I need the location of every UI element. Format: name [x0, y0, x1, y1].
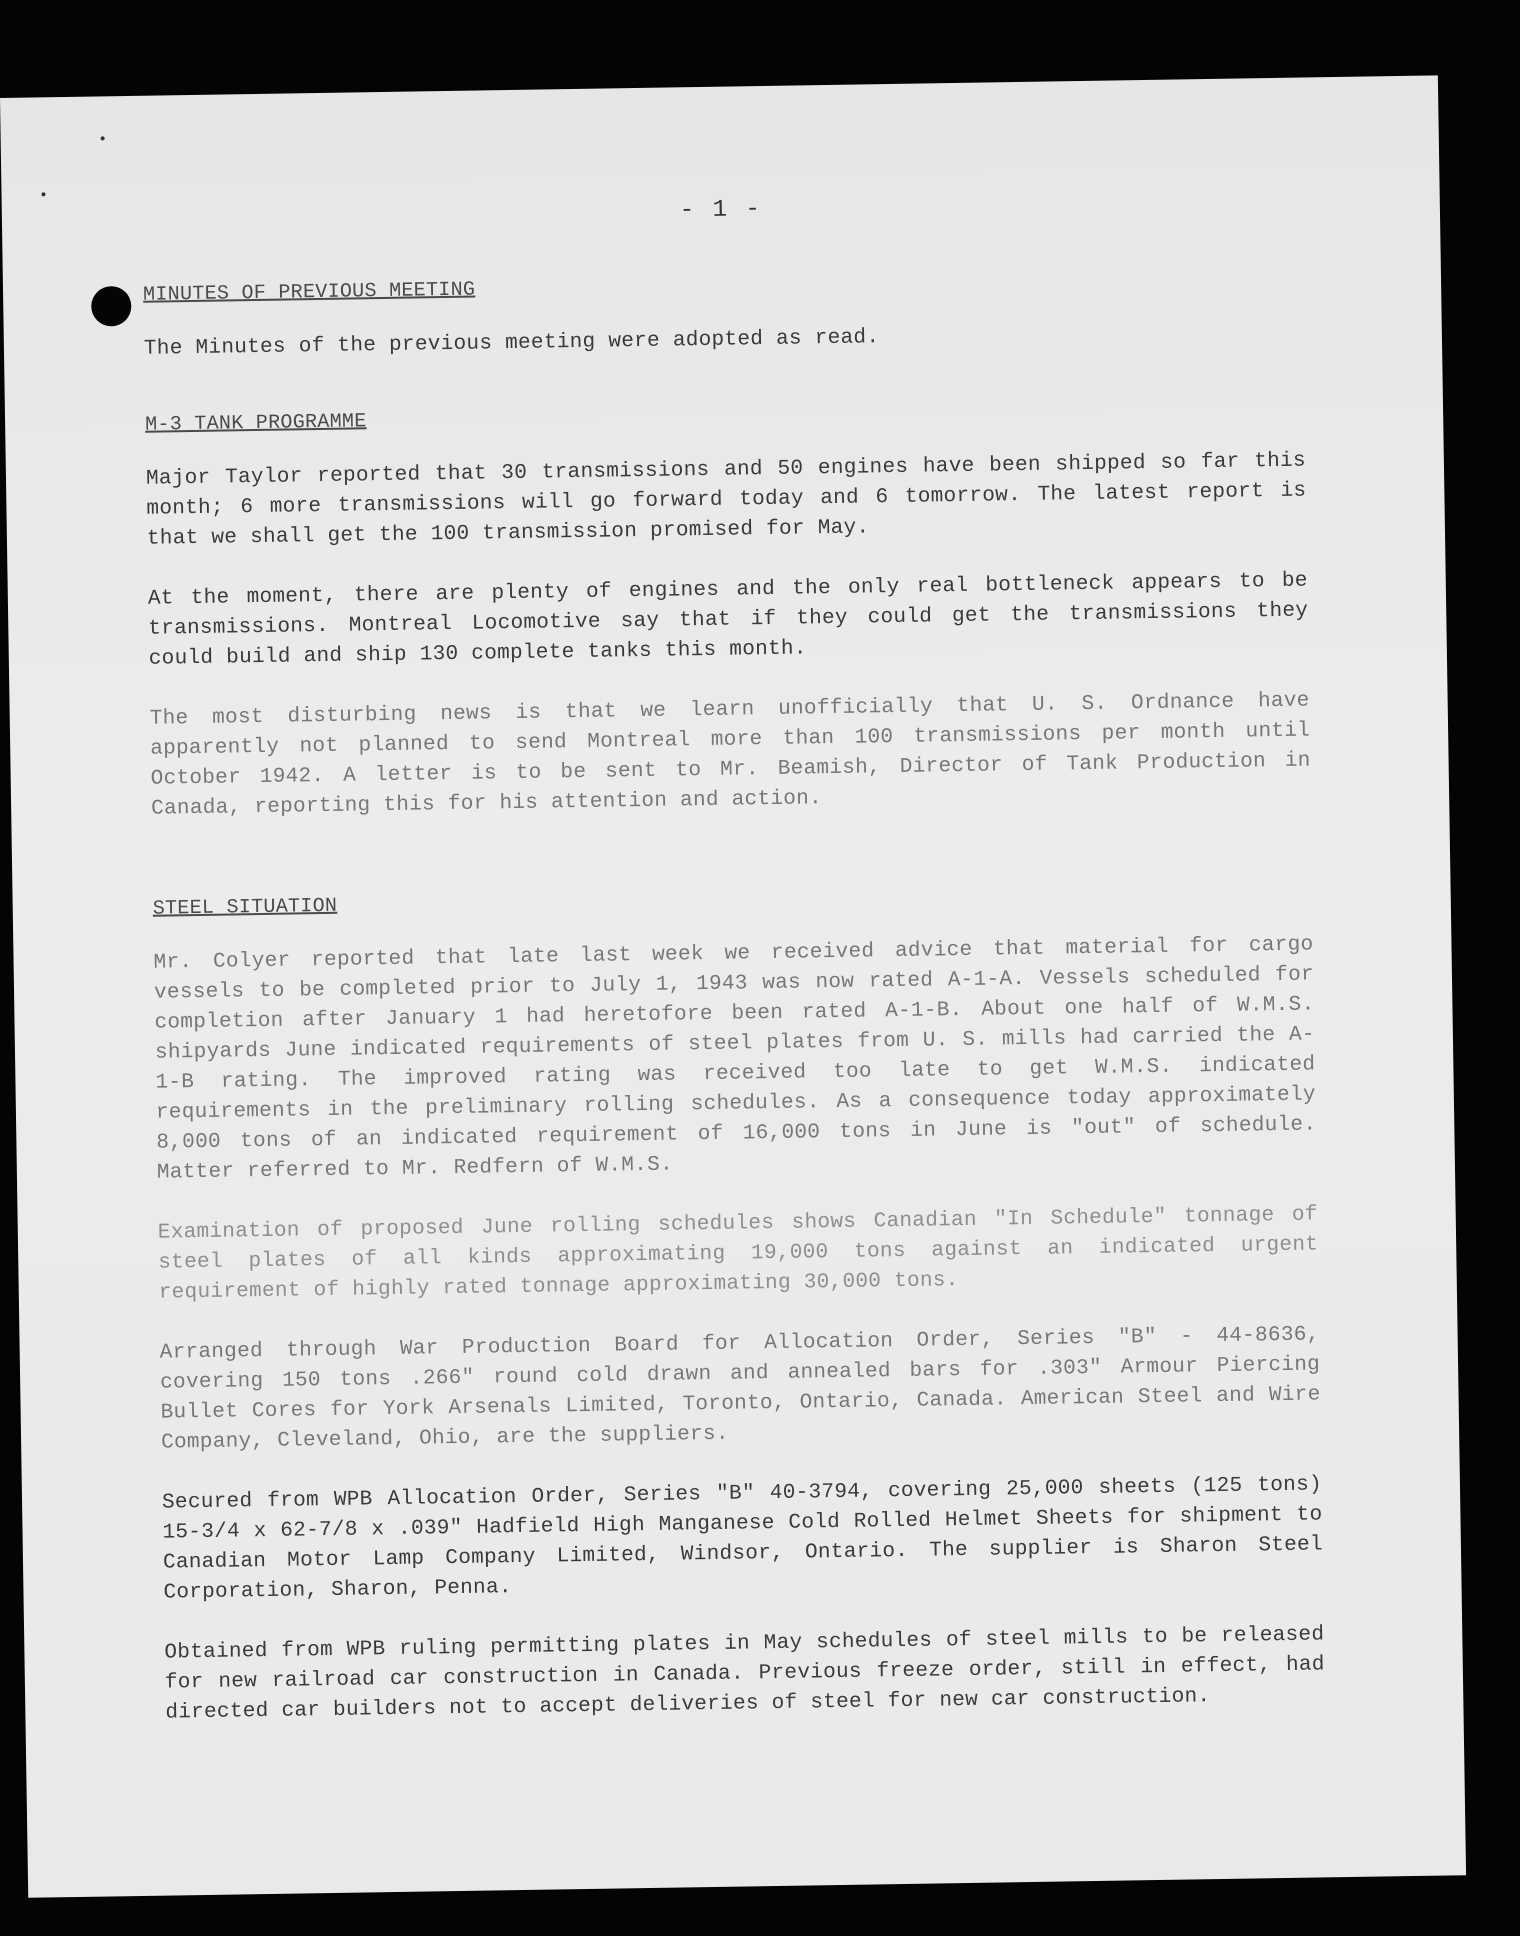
dust-speck: [101, 136, 105, 140]
page-number: - 1 -: [679, 196, 763, 225]
paragraph: The most disturbing news is that we learn unofficially that U. S. Ordnance have apparently not planned to send Montreal more than 100 transmissions per month until October 1942. A letter is to be sent to Mr. Beamish, Director of Tank Production in Canada, reporting this for his attention and action.: [149, 689, 1311, 821]
paragraph: Arranged through War Production Board for Allocation Order, Series "B" - 44-8636, covering 150 tons .266" round cold drawn and annealed bars for .303" Armour Piercing Bullet Cores for York Arsenals Limited, Toronto, Ontario, Canada. American Steel and Wire Company, Cleveland, Ohio, are the suppliers.: [159, 1323, 1321, 1455]
punch-hole: [91, 286, 132, 327]
section-heading: MINUTES OF PREVIOUS MEETING: [142, 278, 476, 307]
section-heading: M-3 TANK PROGRAMME: [144, 410, 367, 437]
section-minutes: [143, 263, 1304, 365]
paragraph: At the moment, there are plenty of engines and the only real bottleneck appears to be transmissions. Montreal Locomotive say that if they could get the transmissions they could build and ship 130 complete tanks this month.: [147, 569, 1309, 671]
paragraph: The Minutes of the previous meeting were adopted as read.: [143, 326, 880, 361]
paragraph: Mr. Colyer reported that late last week we received advice that material for cargo vessels to be completed prior to July 1, 1943 was now rated A-1-A. Vessels scheduled for completion after January 1 had heretofore been rated A-1-B. About one half of W.M.S. shipyards June indicated requirements of steel plates from U. S. mills had carried the A-1-B rating. The improved rating was received too late to get W.M.S. indicated requirements in the preliminary rolling schedules. As a consequence today approximately 8,000 tons of an indicated requirement of 16,000 tons in June is "out" of schedule. Matter referred to Mr. Redfern of W.M.S.: [153, 933, 1317, 1185]
dust-speck: [41, 192, 45, 196]
document-body: [143, 263, 1326, 1775]
paragraph: Examination of proposed June rolling schedules shows Canadian "In Schedule" tonnage of steel plates of all kinds approximating 19,000 tons against an indicated urgent requirement of highly rated tonnage approximating 30,000 tons.: [157, 1203, 1319, 1305]
paragraph: Obtained from WPB ruling permitting plates in May schedules of steel mills to be released for new railroad car construction in Canada. Previous freeze order, still in effect, had directed car builders not to accept deliveries of steel for new car construction.: [164, 1623, 1325, 1725]
document-page: [0, 75, 1466, 1897]
paragraph: Major Taylor reported that 30 transmissions and 50 engines have been shipped so far this month; 6 more transmissions will go forward today and 6 tomorrow. The latest report is that we shall get the 100 transmission promised for May.: [145, 449, 1307, 551]
section-tank-programme: [145, 393, 1311, 825]
section-steel-situation: [153, 876, 1326, 1728]
section-heading: STEEL SITUATION: [152, 894, 338, 921]
paragraph: Secured from WPB Allocation Order, Series "B" 40-3794, covering 25,000 sheets (125 tons) 15-3/4 x 62-7/8 x .039" Hadfield High Manganese Cold Rolled Helmet Sheets for shipment to Canadian Motor Lamp Company Limited, Windsor, Ontario. The supplier is Sharon Steel Corporation, Sharon, Penna.: [161, 1473, 1324, 1605]
